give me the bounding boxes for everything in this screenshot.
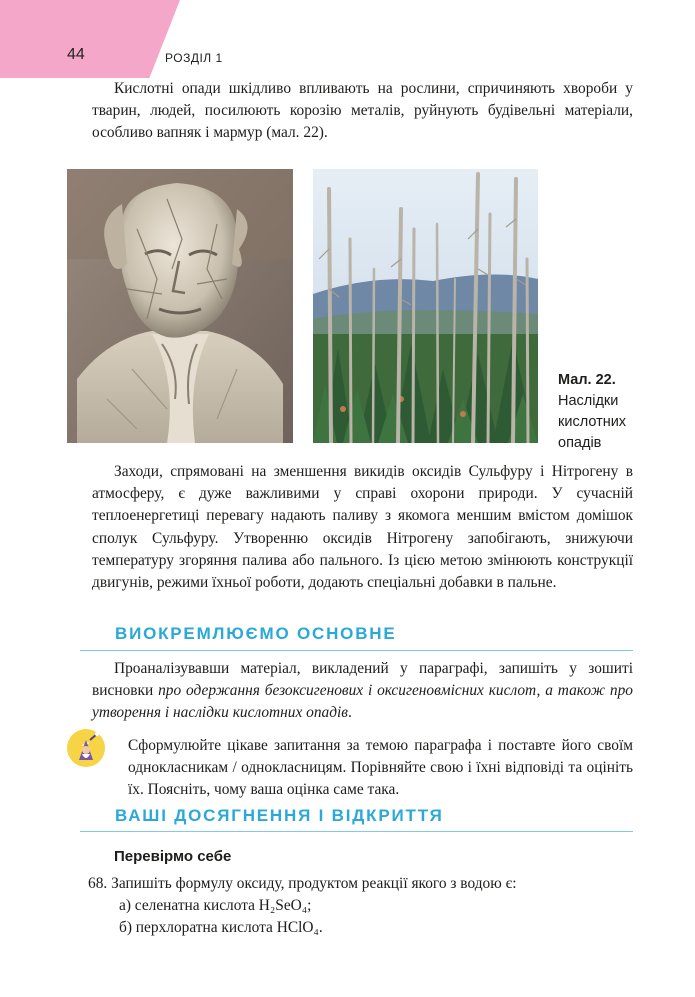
paragraph-conclusions (92, 658, 633, 725)
paragraph-acid-rain-effects: Кислотні опади шкідливо впливають на рослини, спричиняють хвороби у тварин, людей, посилюють корозію металів, руйнують будівельні матеріали, особливо вапняк і мармур (мал. 22). (92, 80, 633, 142)
heading-rule (80, 650, 633, 651)
dead-forest-photo (313, 169, 538, 443)
heading-main-points: ВИОКРЕМЛЮЄМО ОСНОВНЕ (115, 624, 397, 643)
figure-label: Мал. 22. (558, 372, 616, 388)
conclusions-end: . (348, 704, 352, 722)
subheading-self-check: Перевірмо себе (114, 848, 232, 865)
item-a-formula: H₂SeO₄ (258, 897, 308, 914)
task-item-b (88, 917, 648, 939)
task-number: 68. (88, 875, 108, 892)
conclusions-italic: про одержання безоксигенових і оксигеновмісних кислот, а також про утворення і наслідки кислотних опадів (92, 682, 633, 722)
figure-caption-text: Наслідки кислотних опадів (558, 393, 627, 451)
item-a-label: а) селенатна кислота (119, 897, 259, 914)
item-a-end: ; (307, 897, 312, 914)
heading-rule-achievements (80, 831, 633, 832)
task-text: Запишіть формулу оксиду, продуктом реакції якого з водою є: (111, 875, 517, 892)
statue-photo (67, 169, 293, 443)
task-item-a (88, 895, 648, 917)
item-b-end: . (318, 919, 323, 936)
conclusions-text: Проаналізувавши матеріал, викладений у параграфі, запишіть у зошиті висновки (92, 660, 633, 700)
figure-caption (558, 370, 668, 454)
corner-tab (0, 0, 180, 78)
task-68 (88, 873, 648, 939)
item-b-label: б) перхлоратна кислота (119, 919, 277, 936)
item-b-formula: HClO₄ (276, 919, 319, 936)
section-label: РОЗДІЛ 1 (165, 51, 223, 65)
page-number: 44 (67, 46, 85, 63)
paragraph-measures: Заходи, спрямовані на зменшення викидів оксидів Сульфуру і Нітрогену в атмосферу, є дуже важливими у справі охорони природи. У сучасній теплоенергетиці перевагу надають паливу з якомога меншим вмістом домішок сполук Сульфуру. Утворенню оксидів Нітрогену запобігають, знижуючи температуру згоряння палива або пального. Із цією метою змінюють конструкції двигунів, режими їхньої роботи, додають спеціальні добавки в пальне. (92, 463, 633, 592)
wizard-question-icon (66, 728, 106, 768)
heading-achievements: ВАШІ ДОСЯГНЕННЯ І ВІДКРИТТЯ (115, 806, 444, 825)
task-68-question (88, 873, 648, 895)
paragraph-question-task: Сформулюйте цікаве запитання за темою параграфа і поставте його своїм однокласникам / однокласницям. Порівняйте свою і їхні відповіді та оцініть їх. Поясніть, чому ваша оцінка саме така. (128, 737, 633, 799)
